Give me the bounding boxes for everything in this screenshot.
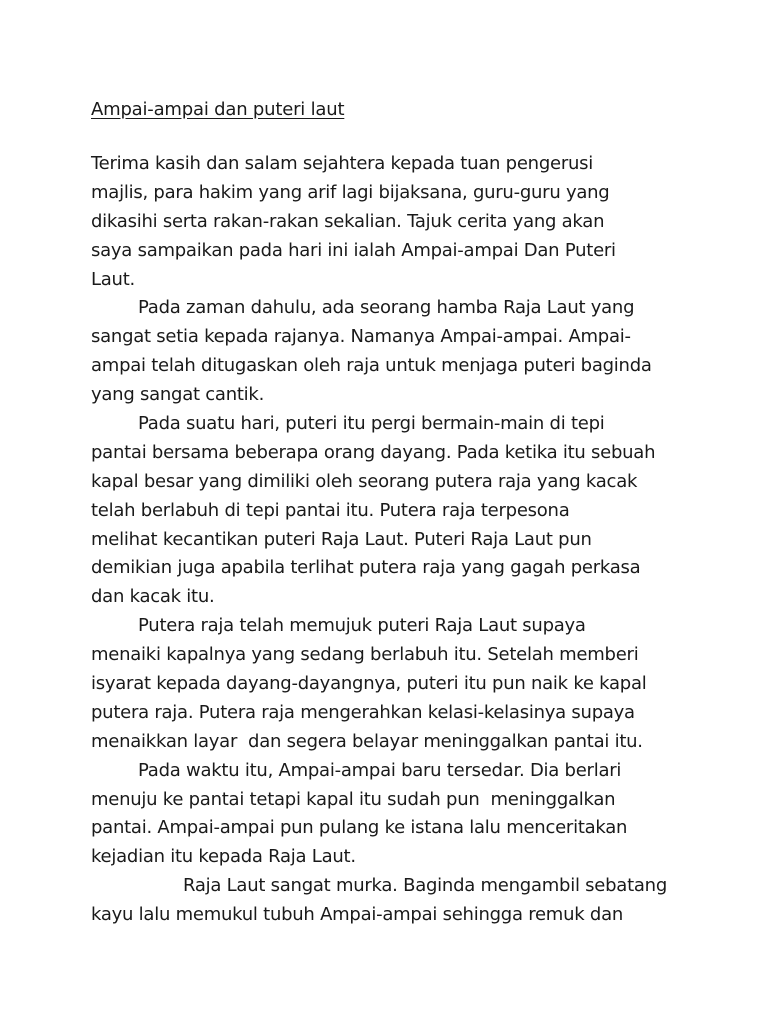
document-body (91, 150, 691, 930)
text-line: Raja Laut sangat murka. Baginda mengambil sebatang (183, 875, 667, 897)
text-line: sangat setia kepada rajanya. Namanya Ampai-ampai. Ampai- (91, 326, 631, 348)
text-line: kayu lalu memukul tubuh Ampai-ampai sehingga remuk dan (91, 904, 624, 926)
text-line: pantai. Ampai-ampai pun pulang ke istana lalu menceritakan (91, 817, 628, 839)
text-line: yang sangat cantik. (91, 384, 265, 406)
text-line: dan kacak itu. (91, 586, 215, 608)
document-title: Ampai-ampai dan puteri laut (91, 99, 345, 120)
text-line: Pada suatu hari, puteri itu pergi bermain-main di tepi (138, 413, 605, 435)
text-line: Putera raja telah memujuk puteri Raja Laut supaya (138, 615, 586, 637)
text-line: majlis, para hakim yang arif lagi bijaksana, guru-guru yang (91, 181, 610, 203)
text-line: melihat kecantikan puteri Raja Laut. Puteri Raja Laut pun (91, 528, 592, 550)
text-line: ampai telah ditugaskan oleh raja untuk menjaga puteri baginda (91, 355, 652, 377)
text-line: demikian juga apabila terlihat putera raja yang gagah perkasa (91, 557, 641, 579)
text-line: Terima kasih dan salam sejahtera kepada tuan pengerusi (91, 153, 594, 174)
text-line: Pada waktu itu, Ampai-ampai baru tersedar. Dia berlari (138, 759, 622, 781)
text-line: menaiki kapalnya yang sedang berlabuh itu. Setelah memberi (91, 644, 639, 666)
text-line: dikasihi serta rakan-rakan sekalian. Tajuk cerita yang akan (91, 210, 605, 232)
text-line: kejadian itu kepada Raja Laut. (91, 846, 356, 868)
text-line: menaikkan layar dan segera belayar meninggalkan pantai itu. (91, 730, 643, 752)
text-line: Pada zaman dahulu, ada seorang hamba Raja Laut yang (138, 297, 635, 319)
text-line: pantai bersama beberapa orang dayang. Pada ketika itu sebuah (91, 441, 656, 463)
text-line: telah berlabuh di tepi pantai itu. Putera raja terpesona (91, 499, 570, 521)
text-line: kapal besar yang dimiliki oleh seorang putera raja yang kacak (91, 470, 638, 492)
text-line: Laut. (91, 268, 135, 290)
text-line: isyarat kepada dayang-dayangnya, puteri itu pun naik ke kapal (91, 673, 647, 695)
text-line: menuju ke pantai tetapi kapal itu sudah pun meninggalkan (91, 788, 616, 810)
text-line: saya sampaikan pada hari ini ialah Ampai-ampai Dan Puteri (91, 239, 616, 261)
text-line: putera raja. Putera raja mengerahkan kelasi-kelasinya supaya (91, 701, 635, 723)
